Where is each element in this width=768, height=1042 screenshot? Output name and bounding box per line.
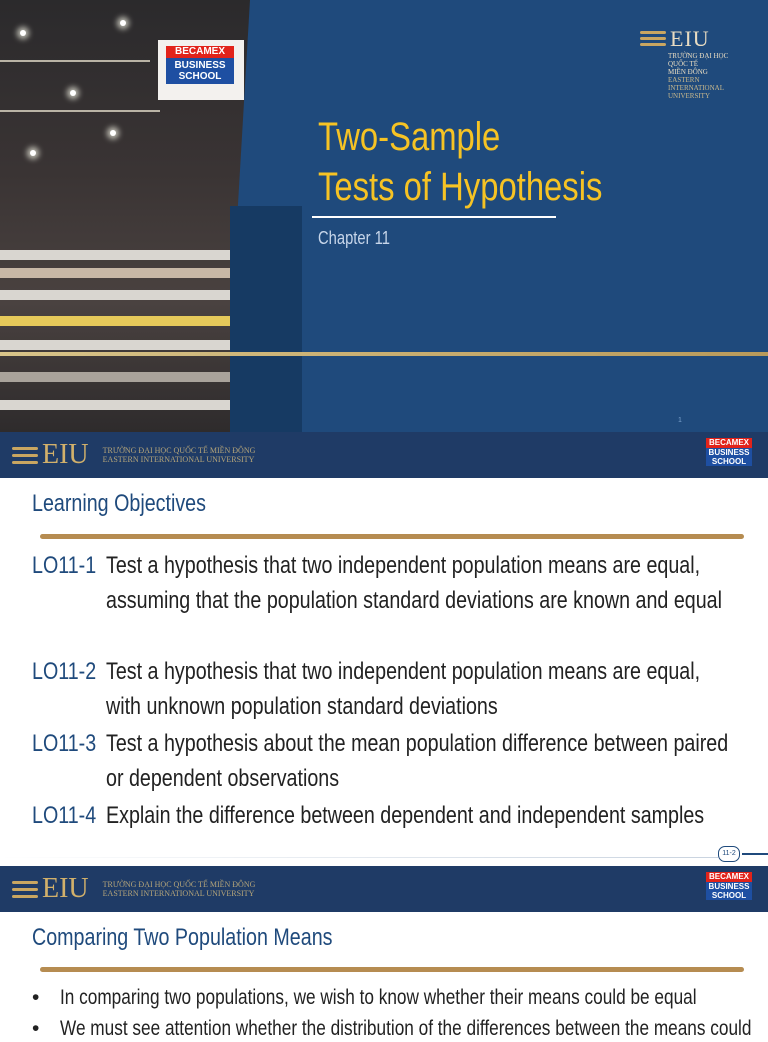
ceiling-light [70, 90, 76, 96]
eiu-wordmark: EIU [670, 26, 710, 51]
stair-step [0, 372, 230, 382]
eiu-vn-name: QUỐC TẾ [668, 60, 699, 68]
header-bar [0, 432, 768, 478]
bullet-text: We must see attention whether the distribution of the differences between the means could [60, 1017, 752, 1040]
stair-step [0, 400, 230, 410]
eiu-vn-name: TRƯỜNG ĐẠI HỌC QUỐC TẾ MIỀN ĐÔNG [102, 446, 256, 455]
logo-text: BECAMEX [706, 438, 752, 448]
stair-step [0, 268, 230, 278]
slide-heading: Learning Objectives [32, 490, 206, 517]
eiu-names [103, 880, 256, 898]
logo-text: BECAMEX [706, 872, 752, 882]
eiu-en-name: INTERNATIONAL [668, 84, 724, 92]
chapter-label: Chapter 11 [318, 228, 390, 248]
ceiling-light [30, 150, 36, 156]
eiu-logo [640, 26, 728, 100]
objective-item [32, 798, 768, 834]
objective-code: LO11-1 [32, 552, 97, 579]
ceiling-beam [0, 60, 150, 62]
eiu-en-name: EASTERN INTERNATIONAL UNIVERSITY [102, 455, 255, 464]
becamex-logo [706, 438, 752, 466]
becamex-logo [158, 40, 244, 100]
objective-text: Test a hypothesis that two independent population means are equal, assuming that the population standard deviations are known and equal [106, 552, 722, 614]
stair-step [0, 290, 230, 300]
objective-code: LO11-3 [32, 730, 97, 757]
page-number: 11-2 [718, 846, 740, 862]
title-slide [0, 0, 768, 432]
bullet-text: In comparing two populations, we wish to know whether their means could be equal [60, 986, 697, 1009]
objective-item [32, 654, 768, 726]
title-line: Two-Sample [318, 115, 501, 159]
slide-title [318, 112, 602, 212]
eiu-en-name: EASTERN INTERNATIONAL UNIVERSITY [102, 889, 255, 898]
eiu-logo [12, 873, 256, 904]
eiu-wordmark: EIU [42, 439, 89, 470]
becamex-logo [706, 872, 752, 900]
bullet-icon: • [32, 1017, 40, 1040]
slide-heading: Comparing Two Population Means [32, 924, 333, 951]
stair-step [0, 316, 230, 326]
eiu-en-name: UNIVERSITY [668, 92, 710, 100]
eiu-en-name: EASTERN [668, 76, 700, 84]
logo-text: SCHOOL [178, 71, 222, 82]
bullet-icon: • [32, 986, 40, 1009]
stair-step [0, 340, 230, 350]
logo-text: SCHOOL [706, 891, 752, 900]
objective-code: LO11-4 [32, 802, 97, 829]
ceiling-light [110, 130, 116, 136]
eiu-mark-icon [12, 444, 38, 466]
objective-text: Test a hypothesis that two independent population means are equal, with unknown population standard deviations [106, 658, 701, 720]
logo-text-block [166, 58, 234, 84]
ceiling-beam [0, 110, 160, 112]
title-line: Tests of Hypothesis [318, 165, 603, 209]
eiu-vn-name: TRƯỜNG ĐẠI HỌC QUỐC TẾ MIỀN ĐÔNG [102, 880, 256, 889]
logo-text: BUSINESS [706, 882, 752, 891]
accent-panel [230, 206, 302, 432]
logo-text: BUSINESS [706, 448, 752, 457]
header-bar [0, 866, 768, 912]
page-number-line [742, 853, 768, 855]
logo-text: BUSINESS [174, 60, 226, 71]
objective-code: LO11-2 [32, 658, 97, 685]
eiu-mark-icon [12, 878, 38, 900]
objective-item [32, 548, 768, 654]
eiu-wordmark: EIU [42, 873, 89, 904]
logo-text: SCHOOL [706, 457, 752, 466]
title-underline [312, 216, 556, 218]
slide-divider [0, 857, 718, 858]
objective-text: Test a hypothesis about the mean population difference between paired or dependent observations [106, 730, 729, 792]
eiu-names [103, 446, 256, 464]
logo-text: BECAMEX [166, 46, 234, 58]
objective-item [32, 726, 768, 798]
objective-text: Explain the difference between dependent and independent samples [106, 802, 705, 829]
heading-rule [40, 967, 744, 972]
eiu-vn-name: MIỀN ĐÔNG [668, 68, 708, 76]
ceiling-light [120, 20, 126, 26]
page-number: 1 [678, 417, 682, 424]
eiu-vn-name: TRƯỜNG ĐẠI HỌC [668, 52, 729, 60]
eiu-logo [12, 439, 256, 470]
stair-step [0, 250, 230, 260]
gold-band [0, 352, 768, 356]
eiu-mark-icon [640, 28, 666, 50]
ceiling-light [20, 30, 26, 36]
heading-rule [40, 534, 744, 539]
